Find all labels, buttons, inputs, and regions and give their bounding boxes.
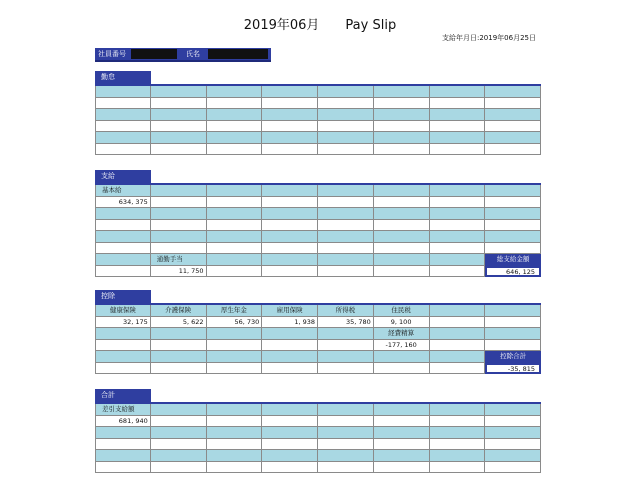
table-cell — [430, 254, 486, 265]
table-cell — [318, 185, 374, 196]
table-cell — [95, 208, 151, 219]
table-cell — [485, 462, 541, 473]
table-cell — [485, 427, 541, 438]
table-cell — [485, 86, 541, 97]
table-cell — [485, 450, 541, 461]
table-cell — [374, 462, 430, 473]
table-cell — [485, 231, 541, 242]
table-cell — [485, 328, 541, 339]
table-row — [95, 340, 541, 352]
table-cell — [207, 404, 263, 415]
table-cell — [485, 208, 541, 219]
table-cell — [374, 351, 430, 362]
table-row — [95, 254, 541, 266]
table-cell — [95, 185, 151, 196]
table-cell — [485, 340, 541, 351]
table-cell — [485, 121, 541, 132]
table-cell — [207, 208, 263, 219]
deduction-total-label: 控除合計 — [485, 351, 541, 363]
table-cell — [262, 305, 318, 316]
table-cell — [151, 197, 207, 208]
table-cell — [318, 243, 374, 254]
table-cell — [151, 185, 207, 196]
table-row — [95, 416, 541, 428]
table-cell — [95, 220, 151, 231]
payment-tab: 支給 — [95, 170, 151, 183]
table-cell — [151, 317, 207, 328]
table-cell — [374, 266, 430, 277]
table-cell — [318, 363, 374, 374]
table-row — [95, 462, 541, 474]
table-cell — [151, 363, 207, 374]
employee-id-label: 社員番号 — [98, 50, 126, 58]
table-row — [95, 98, 541, 110]
table-cell — [262, 439, 318, 450]
table-cell — [430, 220, 486, 231]
table-cell — [207, 305, 263, 316]
table-cell — [262, 185, 318, 196]
table-cell — [95, 450, 151, 461]
table-cell — [374, 340, 430, 351]
table-cell — [374, 109, 430, 120]
deduction-value: 1, 938 — [294, 317, 315, 326]
table-row — [95, 121, 541, 133]
table-cell — [262, 132, 318, 143]
table-cell — [430, 243, 486, 254]
table-row — [95, 317, 541, 329]
table-cell — [95, 328, 151, 339]
table-cell — [151, 462, 207, 473]
table-cell — [262, 266, 318, 277]
table-cell — [95, 197, 151, 208]
table-cell — [430, 427, 486, 438]
table-cell — [318, 231, 374, 242]
table-cell — [95, 317, 151, 328]
table-cell — [374, 144, 430, 155]
table-cell — [318, 86, 374, 97]
table-cell — [262, 462, 318, 473]
deduction-label: 住民税 — [391, 306, 411, 314]
table-row — [95, 328, 541, 340]
table-cell — [430, 144, 486, 155]
table-cell — [430, 208, 486, 219]
table-cell — [430, 328, 486, 339]
table-cell — [95, 416, 151, 427]
table-cell — [207, 144, 263, 155]
table-cell — [374, 427, 430, 438]
table-row — [95, 86, 541, 98]
table-cell — [374, 254, 430, 265]
table-cell — [95, 462, 151, 473]
table-cell — [485, 305, 541, 316]
table-cell — [262, 197, 318, 208]
table-cell — [262, 109, 318, 120]
table-cell — [151, 208, 207, 219]
table-cell — [374, 132, 430, 143]
table-cell — [262, 254, 318, 265]
table-cell — [318, 340, 374, 351]
table-cell — [318, 109, 374, 120]
table-cell — [207, 197, 263, 208]
title-text: Pay Slip — [345, 18, 397, 33]
deduction-label: 所得税 — [335, 306, 356, 314]
employee-id-redacted — [131, 49, 177, 59]
table-cell — [151, 416, 207, 427]
table-row — [95, 208, 541, 220]
table-cell — [262, 220, 318, 231]
table-cell — [207, 439, 263, 450]
table-cell — [262, 243, 318, 254]
table-cell — [318, 427, 374, 438]
table-cell — [151, 243, 207, 254]
table-cell — [485, 185, 541, 196]
table-cell — [151, 144, 207, 155]
basic-salary-label: 基本給 — [102, 186, 122, 194]
table-cell — [207, 231, 263, 242]
table-cell — [430, 231, 486, 242]
table-cell — [430, 340, 486, 351]
table-cell — [95, 439, 151, 450]
table-cell — [318, 305, 374, 316]
table-cell — [262, 340, 318, 351]
table-cell — [318, 439, 374, 450]
table-cell — [318, 132, 374, 143]
table-cell — [430, 450, 486, 461]
expense-adjust-label: 経費精算 — [388, 329, 415, 337]
table-cell — [374, 98, 430, 109]
table-cell — [485, 220, 541, 231]
table-cell — [374, 185, 430, 196]
table-row — [95, 450, 541, 462]
table-cell — [318, 317, 374, 328]
table-cell — [151, 305, 207, 316]
table-cell — [207, 132, 263, 143]
table-cell — [430, 98, 486, 109]
table-cell — [207, 243, 263, 254]
table-cell — [262, 98, 318, 109]
table-cell — [207, 220, 263, 231]
table-cell — [374, 220, 430, 231]
table-cell — [430, 132, 486, 143]
table-cell — [151, 404, 207, 415]
deduction-value: 56, 730 — [234, 317, 260, 326]
table-row — [95, 144, 541, 156]
table-row — [95, 197, 541, 209]
table-cell — [485, 404, 541, 415]
net-pay-value: 681, 940 — [118, 416, 148, 425]
table-cell — [262, 121, 318, 132]
commute-allowance-label: 通勤手当 — [156, 255, 183, 263]
page-title — [0, 14, 640, 33]
table-cell — [374, 231, 430, 242]
table-cell — [318, 328, 374, 339]
table-cell — [95, 351, 151, 362]
table-cell — [262, 86, 318, 97]
table-cell — [151, 328, 207, 339]
table-row — [95, 363, 541, 375]
table-cell — [318, 121, 374, 132]
summary-grid — [95, 404, 541, 473]
table-cell — [374, 243, 430, 254]
gross-pay-label: 総支給金額 — [485, 254, 541, 266]
table-row — [95, 109, 541, 121]
table-cell — [262, 231, 318, 242]
table-cell — [207, 363, 263, 374]
deduction-label: 介護保険 — [165, 306, 192, 314]
deduction-tab: 控除 — [95, 290, 151, 303]
table-cell — [374, 439, 430, 450]
table-row — [95, 305, 541, 317]
table-cell — [207, 109, 263, 120]
gross-pay-value: 646, 125 — [485, 266, 541, 278]
table-cell — [485, 416, 541, 427]
table-cell — [374, 121, 430, 132]
table-cell — [151, 266, 207, 277]
table-cell — [262, 363, 318, 374]
table-cell — [207, 98, 263, 109]
table-cell — [207, 266, 263, 277]
table-cell — [374, 328, 430, 339]
deduction-value: 35, 780 — [345, 317, 371, 326]
table-cell — [262, 416, 318, 427]
table-cell — [430, 404, 486, 415]
table-cell — [485, 109, 541, 120]
table-cell — [262, 144, 318, 155]
employee-name-label: 氏名 — [186, 50, 200, 58]
expense-adjust-value: -177, 160 — [385, 340, 417, 349]
table-cell — [430, 305, 486, 316]
table-cell — [262, 317, 318, 328]
table-cell — [95, 144, 151, 155]
table-cell — [95, 363, 151, 374]
table-row — [95, 439, 541, 451]
table-cell — [207, 450, 263, 461]
table-cell — [374, 317, 430, 328]
table-cell — [95, 109, 151, 120]
table-row — [95, 266, 541, 278]
table-cell — [374, 404, 430, 415]
table-cell — [207, 254, 263, 265]
table-cell — [207, 317, 263, 328]
table-cell — [207, 328, 263, 339]
deduction-label: 厚生年金 — [220, 306, 247, 314]
table-cell — [430, 266, 486, 277]
table-cell — [207, 185, 263, 196]
table-cell — [151, 86, 207, 97]
table-cell — [262, 208, 318, 219]
table-cell — [95, 98, 151, 109]
table-row — [95, 351, 541, 363]
table-cell — [262, 450, 318, 461]
employee-name-redacted — [208, 49, 268, 59]
table-cell — [151, 439, 207, 450]
table-cell — [151, 427, 207, 438]
table-cell — [151, 340, 207, 351]
table-cell — [485, 197, 541, 208]
table-cell — [151, 121, 207, 132]
table-cell — [430, 197, 486, 208]
pay-date: 支給年月日:2019年06月25日 — [442, 34, 536, 42]
table-cell — [151, 109, 207, 120]
table-cell — [430, 109, 486, 120]
table-cell — [151, 98, 207, 109]
summary-tab: 合計 — [95, 389, 151, 402]
table-cell — [95, 231, 151, 242]
table-cell — [485, 317, 541, 328]
table-cell — [151, 450, 207, 461]
table-cell — [207, 121, 263, 132]
table-cell — [318, 416, 374, 427]
table-cell — [95, 86, 151, 97]
table-cell — [430, 121, 486, 132]
table-cell — [262, 328, 318, 339]
table-row — [95, 404, 541, 416]
table-cell — [430, 439, 486, 450]
table-cell — [95, 121, 151, 132]
table-cell — [262, 351, 318, 362]
table-cell — [207, 351, 263, 362]
deduction-label: 雇用保険 — [276, 306, 303, 314]
deduction-value: 9, 100 — [390, 317, 412, 326]
deduction-grid — [95, 305, 541, 374]
table-cell — [374, 363, 430, 374]
basic-salary-value: 634, 375 — [118, 197, 148, 206]
table-cell — [151, 351, 207, 362]
table-row — [95, 220, 541, 232]
table-cell — [318, 404, 374, 415]
table-cell — [430, 317, 486, 328]
table-row — [95, 185, 541, 197]
table-row — [95, 427, 541, 439]
table-cell — [207, 462, 263, 473]
table-cell — [374, 450, 430, 461]
table-cell — [318, 351, 374, 362]
table-cell — [207, 416, 263, 427]
table-cell — [151, 231, 207, 242]
attendance-tab: 勤怠 — [95, 71, 151, 84]
employee-bar — [95, 48, 271, 62]
table-cell — [207, 86, 263, 97]
deduction-total-value: -35, 815 — [485, 363, 541, 375]
table-cell — [262, 404, 318, 415]
table-cell — [318, 144, 374, 155]
deduction-value: 32, 175 — [122, 317, 148, 326]
table-cell — [318, 197, 374, 208]
table-cell — [374, 197, 430, 208]
table-cell — [95, 427, 151, 438]
table-cell — [374, 208, 430, 219]
table-cell — [485, 144, 541, 155]
table-cell — [374, 86, 430, 97]
table-cell — [262, 427, 318, 438]
table-cell — [318, 254, 374, 265]
table-cell — [95, 305, 151, 316]
table-cell — [485, 98, 541, 109]
net-pay-label: 差引支給額 — [102, 405, 135, 413]
table-cell — [430, 351, 486, 362]
table-cell — [374, 305, 430, 316]
table-cell — [430, 462, 486, 473]
table-cell — [318, 462, 374, 473]
deduction-value: 5, 622 — [182, 317, 204, 326]
commute-allowance-value: 11, 750 — [178, 266, 204, 275]
deduction-label: 健康保険 — [109, 306, 136, 314]
table-cell — [374, 416, 430, 427]
table-cell — [485, 132, 541, 143]
attendance-grid — [95, 86, 541, 155]
table-cell — [95, 404, 151, 415]
table-cell — [95, 243, 151, 254]
table-cell — [95, 340, 151, 351]
title-month: 2019年06月 — [243, 18, 320, 33]
table-cell — [318, 98, 374, 109]
table-row — [95, 243, 541, 255]
table-cell — [430, 416, 486, 427]
table-cell — [318, 220, 374, 231]
table-cell — [207, 340, 263, 351]
table-cell — [430, 86, 486, 97]
table-cell — [430, 185, 486, 196]
table-cell — [151, 220, 207, 231]
table-cell — [318, 266, 374, 277]
table-cell — [151, 254, 207, 265]
table-cell — [95, 254, 151, 265]
table-cell — [318, 208, 374, 219]
table-cell — [485, 439, 541, 450]
table-cell — [207, 427, 263, 438]
table-cell — [95, 266, 151, 277]
table-cell — [430, 363, 486, 374]
payment-grid — [95, 185, 541, 277]
table-cell — [485, 243, 541, 254]
table-row — [95, 231, 541, 243]
table-cell — [318, 450, 374, 461]
table-cell — [95, 132, 151, 143]
table-cell — [151, 132, 207, 143]
table-row — [95, 132, 541, 144]
